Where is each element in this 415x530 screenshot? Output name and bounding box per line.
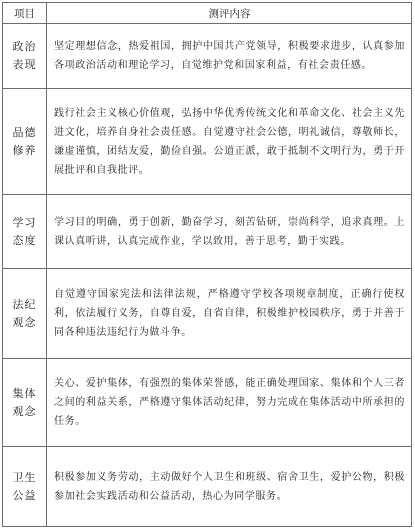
content-text: 坚定理想信念，热爱祖国，拥护中国共产党领导，积极要求进步，认真参加各项政治活动和理论学习，自觉维护党和国家利益，有社会责任感。 bbox=[54, 41, 405, 71]
content-text: 学习目的明确，勇于创新，勤奋学习，刻苦钻研，崇尚科学，追求真理。上课认真听讲，认真完成作业，学以致用，善于思考，勤于实践。 bbox=[54, 216, 405, 247]
header-item-label: 项目 bbox=[14, 7, 35, 20]
table-row-political bbox=[3, 23, 411, 88]
table-row-collective bbox=[3, 358, 411, 446]
table-row-morality bbox=[3, 88, 411, 194]
item-label: 集体观念 bbox=[12, 386, 37, 418]
table-row-hygiene bbox=[3, 446, 411, 526]
header-content-cell bbox=[47, 3, 411, 23]
table-row-law bbox=[3, 268, 411, 358]
header-content-label: 测评内容 bbox=[208, 7, 251, 20]
table-row-study bbox=[3, 194, 411, 268]
content-cell bbox=[47, 447, 411, 526]
item-label: 学习态度 bbox=[12, 215, 37, 247]
item-label: 卫生公益 bbox=[12, 470, 37, 502]
item-cell bbox=[3, 89, 47, 194]
item-cell bbox=[3, 24, 47, 88]
content-text: 践行社会主义核心价值观，弘扬中华优秀传统文化和革命文化、社会主义先进文化，培养自身社会责任感。自觉遵守社会公德，明礼诚信，尊敬师长，谦虚谨慎，团结友爱，勤俭自强。公道正派，敢于抵制不文明行为，勇于开展批评和自我批评。 bbox=[54, 107, 405, 176]
content-text: 自觉遵守国家宪法和法律法规，严格遵守学校各项规章制度，正确行使权利，依法履行义务，自尊自爱，自省自律，积极维护校园秩序，勇于并善于同各种违法违纪行为做斗争。 bbox=[54, 289, 405, 338]
header-item-cell bbox=[3, 3, 47, 23]
content-cell bbox=[47, 359, 411, 446]
item-cell bbox=[3, 269, 47, 358]
content-cell bbox=[47, 195, 411, 268]
content-cell bbox=[47, 24, 411, 88]
content-text: 积极参加义务劳动，主动做好个人卫生和班级、宿舍卫生，爱护公物，积极参加社会实践活动和公益活动，热心为同学服务。 bbox=[54, 471, 405, 502]
evaluation-table bbox=[2, 2, 412, 527]
item-label: 品德修养 bbox=[12, 125, 37, 157]
table-header-row bbox=[3, 3, 411, 23]
content-cell bbox=[47, 269, 411, 358]
item-cell bbox=[3, 195, 47, 268]
item-label: 法纪观念 bbox=[12, 297, 37, 329]
content-cell bbox=[47, 89, 411, 194]
item-cell bbox=[3, 359, 47, 446]
item-label: 政治表现 bbox=[12, 40, 37, 71]
item-cell bbox=[3, 447, 47, 526]
content-text: 关心、爱护集体，有强烈的集体荣誉感，能正确处理国家、集体和个人三者之间的利益关系，严格遵守集体活动纪律，努力完成在集体活动中所承担的任务。 bbox=[54, 378, 405, 427]
